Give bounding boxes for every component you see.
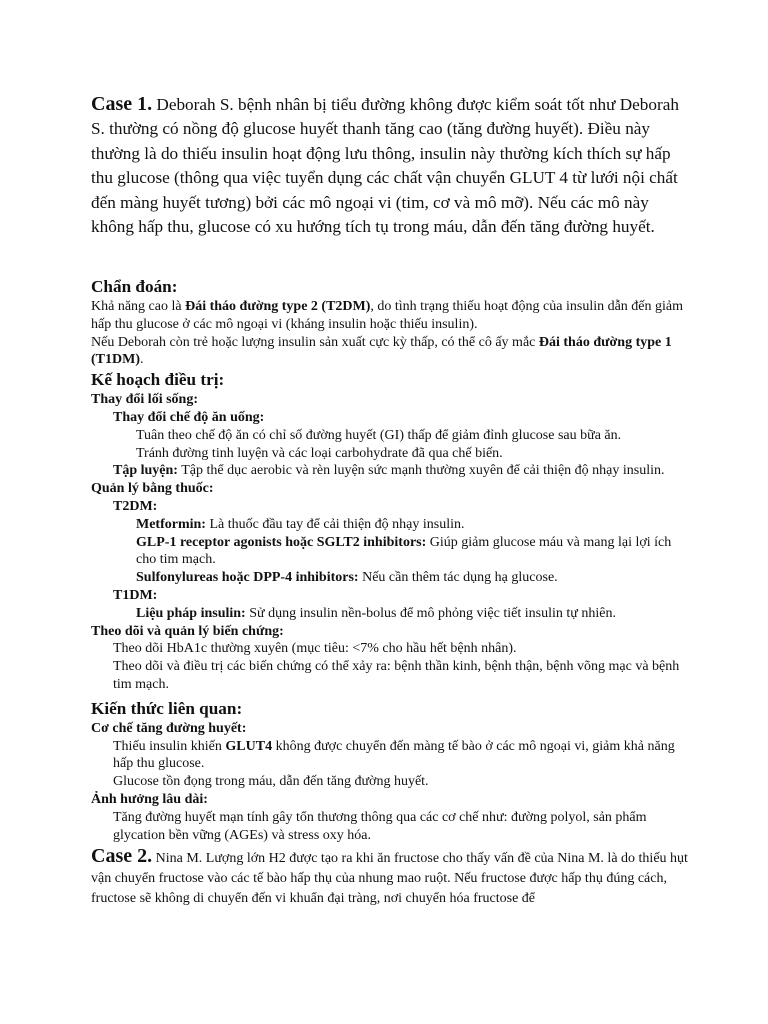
longterm-heading: Ảnh hưởng lâu dài: bbox=[91, 791, 208, 807]
exercise-label: Tập luyện: bbox=[113, 463, 178, 479]
insulin-item bbox=[91, 605, 691, 623]
mechanism-item bbox=[91, 738, 691, 774]
knowledge-heading: Kiến thức liên quan: bbox=[91, 698, 243, 718]
monitor-item: Theo dõi HbA1c thường xuyên (mục tiêu: <7% cho hầu hết bệnh nhân). bbox=[113, 641, 517, 657]
diet-heading: Thay đổi chế độ ăn uống: bbox=[113, 409, 265, 425]
diagnosis-text: . bbox=[140, 352, 144, 368]
drug-label: Sulfonylureas hoặc DPP-4 inhibitors: bbox=[136, 570, 359, 586]
glut4-emphasis: GLUT4 bbox=[225, 738, 273, 754]
drug-label: Liệu pháp insulin: bbox=[136, 605, 246, 621]
metformin-item bbox=[91, 516, 691, 534]
lifestyle-heading: Thay đổi lối sống: bbox=[91, 392, 198, 408]
t2dm-heading: T2DM: bbox=[113, 498, 158, 514]
diagnosis-emphasis: Đái tháo đường type 1 (T1DM) bbox=[91, 334, 672, 368]
monitor-heading: Theo dõi và quản lý biến chứng: bbox=[91, 623, 284, 639]
mechanism-text: không được chuyển đến màng tế bào ở các mô ngoại vi, giảm khả năng hấp thu glucose. bbox=[113, 738, 675, 772]
case-1-label: Case 1. bbox=[91, 93, 153, 115]
diagnosis-paragraph-2 bbox=[91, 334, 691, 370]
mechanism-heading: Cơ chế tăng đường huyết: bbox=[91, 720, 247, 736]
diagnosis-text: Khả năng cao là bbox=[91, 299, 186, 314]
document-body bbox=[91, 276, 691, 909]
sulfonylurea-item bbox=[91, 569, 691, 587]
diagnosis-heading: Chẩn đoán: bbox=[91, 277, 178, 296]
drug-text: Sử dụng insulin nền-bolus để mô phỏng việc tiết insulin tự nhiên. bbox=[245, 605, 616, 621]
exercise-text: Tập thể dục aerobic và rèn luyện sức mạnh thường xuyên để cải thiện độ nhạy insulin. bbox=[177, 463, 665, 479]
diagnosis-paragraph-1 bbox=[91, 298, 691, 334]
exercise-item bbox=[91, 462, 691, 480]
drug-text: Nếu cần thêm tác dụng hạ glucose. bbox=[358, 570, 558, 586]
mechanism-text: Thiếu insulin khiến bbox=[113, 738, 226, 754]
drug-label: Metformin: bbox=[136, 516, 206, 532]
diagnosis-emphasis: Đái tháo đường type 2 (T2DM) bbox=[185, 299, 371, 314]
case-2-paragraph bbox=[91, 846, 691, 909]
mechanism-item: Glucose tồn đọng trong máu, dẫn đến tăng đường huyết. bbox=[113, 774, 429, 790]
longterm-item: Tăng đường huyết mạn tính gây tổn thương thông qua các cơ chế như: đường polyol, sản phẩm glycation bền vững (AGEs) và stress oxy hóa. bbox=[113, 809, 647, 843]
case-1-paragraph bbox=[91, 92, 691, 239]
diagnosis-text: , do tình trạng thiếu hoạt động của insulin dẫn đến giảm hấp thu glucose ở các mô ngoại vi (kháng insulin hoặc thiếu insulin). bbox=[91, 299, 684, 332]
monitor-item: Theo dõi và điều trị các biến chứng có thể xảy ra: bệnh thần kinh, bệnh thận, bệnh võng mạc và bệnh tim mạch. bbox=[113, 659, 680, 692]
diet-item: Tránh đường tinh luyện và các loại carbohydrate đã qua chế biến. bbox=[136, 445, 503, 461]
drug-text: Giúp giảm glucose máu và mang lại lợi ích cho tim mạch. bbox=[136, 534, 672, 568]
case-1-text: Deborah S. bệnh nhân bị tiểu đường không được kiểm soát tốt như Deborah S. thường có nồng độ glucose huyết thanh tăng cao (tăng đường huyết). Điều này thường là do thiếu insulin hoạt động lưu thông, insulin này thường kích thích sự hấp thu glucose (thông qua việc tuyển dụng các chất vận chuyển GLUT 4 từ lưới nội chất đến màng huyết tương) bởi các mô ngoại vi (tim, cơ và mô mỡ). Nếu các mô này không hấp thu, glucose có xu hướng tích tụ trong máu, dẫn đến tăng đường huyết. bbox=[91, 95, 679, 237]
drug-label: GLP-1 receptor agonists hoặc SGLT2 inhibitors: bbox=[136, 534, 427, 550]
t1dm-heading: T1DM: bbox=[113, 587, 158, 603]
diagnosis-text: Nếu Deborah còn trẻ hoặc lượng insulin sản xuất cực kỳ thấp, có thể cô ấy mắc bbox=[91, 334, 539, 350]
glp1-item bbox=[91, 534, 691, 570]
case-2-label: Case 2. bbox=[91, 845, 153, 868]
drugs-heading: Quản lý bằng thuốc: bbox=[91, 481, 214, 497]
case-2-text: Nina M. Lượng lớn H2 được tạo ra khi ăn fructose cho thấy vấn đề của Nina M. là do thiếu hụt vận chuyển fructose vào các tế bào hấp thụ của nhung mao ruột. Nếu fructose được hấp thụ đúng cách, fructose sẽ không di chuyển đến vi khuẩn đại tràng, nơi chuyển hóa fructose để bbox=[91, 851, 688, 907]
drug-text: Là thuốc đầu tay để cải thiện độ nhạy insulin. bbox=[205, 516, 465, 532]
diet-item: Tuân theo chế độ ăn có chỉ số đường huyết (GI) thấp để giảm đỉnh glucose sau bữa ăn. bbox=[136, 427, 622, 443]
plan-heading: Kế hoạch điều trị: bbox=[91, 370, 225, 390]
